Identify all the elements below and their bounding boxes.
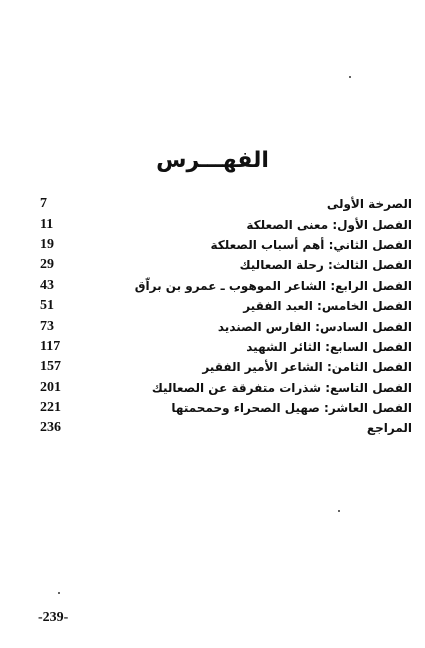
toc-row [40,276,412,296]
toc-row [40,255,412,275]
toc-entry-label: الفصل السادس: الفارس الصنديد [217,319,412,334]
toc-row [40,378,412,398]
toc-entry-label: الفصل الأول: معنى الصعلكة [246,217,412,232]
footer-page-number: -239- [38,610,69,625]
toc-page-number: 19 [40,236,54,252]
toc-page-number: 43 [40,277,54,293]
toc-row [40,296,412,316]
toc-page-number: 236 [40,420,61,436]
page-title: الفهـــرس [156,148,269,173]
toc-page-number: 11 [40,216,54,232]
toc-page-number: 157 [40,359,61,375]
toc-entry-label: الفصل الثامن: الشاعر الأمير الفقير [202,360,412,375]
toc-entry-label: الفصل الثاني: أهم أسباب الصعلكة [210,237,412,252]
toc-row [40,194,412,214]
scan-speck [349,76,351,78]
toc-entry-label: المراجع [366,421,412,436]
toc-page-number: 73 [40,318,54,334]
toc-entry-label: الفصل العاشر: صهيل الصحراء وحمحمتها [171,401,412,416]
scan-speck [58,592,60,594]
toc-page-number: 201 [40,379,61,395]
toc-row [40,418,412,438]
toc-row [40,337,412,357]
toc-entry-label: الفصل الثالث: رحلة الصعاليك [239,258,412,273]
toc-entry-label: الصرخة الأولى [326,197,412,212]
table-of-contents [40,194,412,439]
toc-page-number: 117 [40,338,61,354]
toc-row [40,235,412,255]
toc-row [40,398,412,418]
toc-page-number: 221 [40,400,61,416]
toc-row [40,357,412,377]
toc-entry-label: الفصل الرابع: الشاعر الموهوب ـ عمرو بن براّق [134,278,412,293]
toc-entry-label: الفصل السابع: الثائر الشهيد [246,339,412,354]
toc-row [40,316,412,336]
toc-row [40,214,412,234]
toc-page-number: 51 [40,298,54,314]
scan-speck [338,510,340,512]
toc-page-number: 7 [40,196,47,212]
toc-entry-label: الفصل الخامس: العبد الفقير [243,299,412,314]
toc-page-number: 29 [40,257,54,273]
toc-entry-label: الفصل التاسع: شذرات متفرقة عن الصعاليك [151,380,412,395]
